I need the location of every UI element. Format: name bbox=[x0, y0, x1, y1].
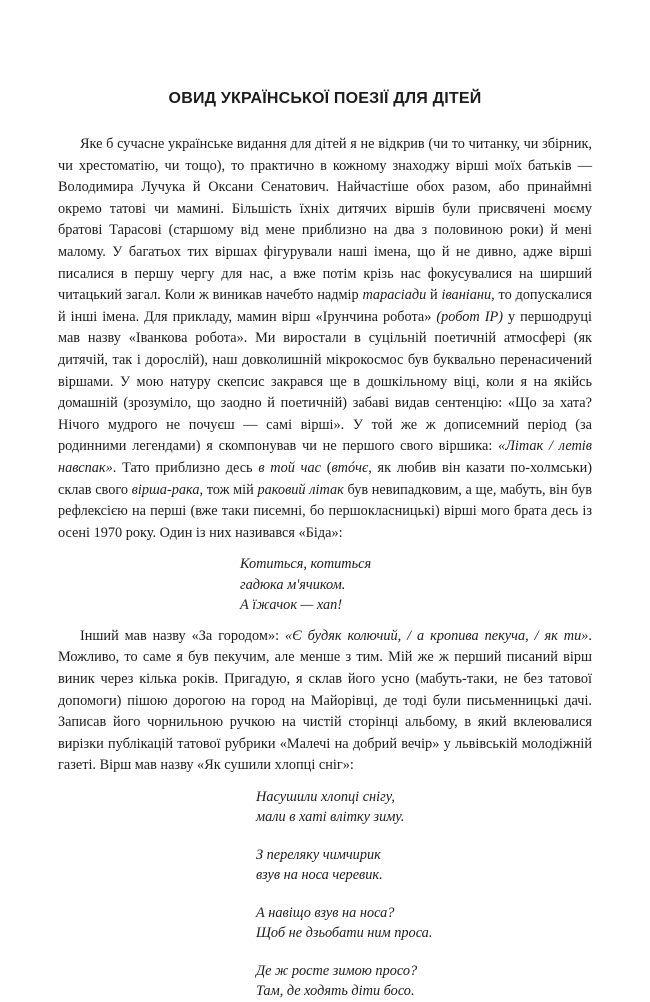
text-run: , як любив він казати по-холмськи) склав свого bbox=[58, 459, 593, 498]
text-run: у першодруці мав назву «Іванкова робота». Ми виростали в суцільній поетичній атмосфері (як дитячій, так і дорослій), наш довколишній мікрокосмос був буквально перенасичений віршами. У мою натуру скепсис закрався ще в дошкільному віці, коли я на якійсь домашній (зрозуміло, що заодно й поетичній) забаві видав сентенцію: «Що за хата? Нічого мудрого не почуєш — самі вірші». У той же ж дописемний період (за родинними легендами) я скомпонував чи не першого свого віршика: bbox=[58, 308, 592, 455]
paragraph-2 bbox=[58, 626, 592, 777]
poem-stanza bbox=[256, 845, 592, 886]
poem-line: Щоб не дзьобати ним проса. bbox=[256, 925, 433, 942]
text-run-italic: (робот IР) bbox=[436, 308, 503, 325]
poem-bida bbox=[240, 554, 592, 616]
poem-line: мали в хаті влітку зиму. bbox=[256, 809, 405, 826]
text-run-italic: втóчє bbox=[331, 459, 369, 476]
text-run: був невипадковим, а ще, мабуть, він був рефлексією на перші (вже таки писемні, бо першокласницькі) вірші мого брата десь із осені 1970 року. Один із них називався «Біда»: bbox=[58, 481, 592, 541]
text-run: й bbox=[426, 287, 442, 304]
poem-line: Де ж росте зимою просо? bbox=[256, 962, 418, 979]
text-run-italic: іваніани bbox=[441, 287, 492, 304]
poem-stanza bbox=[256, 961, 592, 1002]
poem-line: А їжачок — хап! bbox=[240, 597, 343, 614]
text-run: Яке б сучасне українське видання для дітей я не відкрив (чи то читанку, чи збірник, чи хрестоматію, чи тощо), то практично в кожному знаходжу вірші моїх батьків — Володимира Лучука й Оксани Сенатович. Найчастіше обох разом, або принаймні окремо татові чи мамині. Більшість їхніх дитячих віршів були присвячені моєму братові Тарасові (старшому від мене приблизно на два з половиною роки) й мені малому. У багатьох тих віршах фігурували наші імена, що й не дивно, адже вірші писалися в першу чергу для нас, а вже потім крізь нас фокусувалися на ширший читацький загал. Коли ж виникав начебто надмір bbox=[58, 136, 592, 304]
text-run-italic: вірша-рака bbox=[131, 481, 200, 498]
text-run: Інший мав назву «За городом»: bbox=[80, 627, 286, 644]
text-run-italic: «Є будяк колючий, / а кропива пекуча, / як ти» bbox=[285, 627, 589, 644]
text-run-italic: раковий літак bbox=[257, 481, 344, 498]
poem-stanza bbox=[256, 787, 592, 828]
poem-line: гадюка м'ячиком. bbox=[240, 576, 346, 593]
text-run: , то допускалися й інші імена. Для прикладу, мамин вірш «Ірунчина робота» bbox=[58, 287, 592, 325]
text-run-italic: тарасіади bbox=[362, 287, 427, 304]
text-run: . Можливо, то саме я був пекучим, але менше з тим. Мій же ж перший писаний вірш виник через кілька років. Пригадую, я склав його усно (мабуть-таки, не без татової допомоги) пішою дорогою на город на Майорівці, де тоді були письменницькі дачі. Записав його чорнильною ручкою на чистій сторінці альбому, в який вклеювалися вирізки публікацій татової рубрики «Малечі на добрий вечір» у львівській молодіжній газеті. Вірш мав назву «Як сушили хлопці сніг»: bbox=[58, 627, 592, 774]
poem-stanza bbox=[256, 903, 592, 944]
text-run-italic: в той час bbox=[258, 459, 321, 476]
text-run: , тож мій bbox=[199, 481, 258, 498]
poem-line: Там, де ходять діти босо. bbox=[256, 983, 415, 1000]
poem-line: Котиться, котиться bbox=[240, 556, 372, 573]
poem-line: З переляку чимчирик bbox=[256, 846, 381, 863]
poem-line: Насушили хлопці снігу, bbox=[256, 788, 395, 805]
paragraph-1 bbox=[58, 134, 592, 544]
poem-line: А навіщо взув на носа? bbox=[256, 904, 395, 921]
page-title: ОВИД УКРАЇНСЬКОЇ ПОЕЗІЇ ДЛЯ ДІТЕЙ bbox=[168, 90, 482, 107]
text-run-italic: «Літак / летів навспак» bbox=[58, 438, 592, 476]
text-run: . Тато приблизно десь bbox=[112, 459, 259, 476]
text-run: ( bbox=[320, 459, 332, 476]
poem-line: взув на носа черевик. bbox=[256, 867, 383, 884]
